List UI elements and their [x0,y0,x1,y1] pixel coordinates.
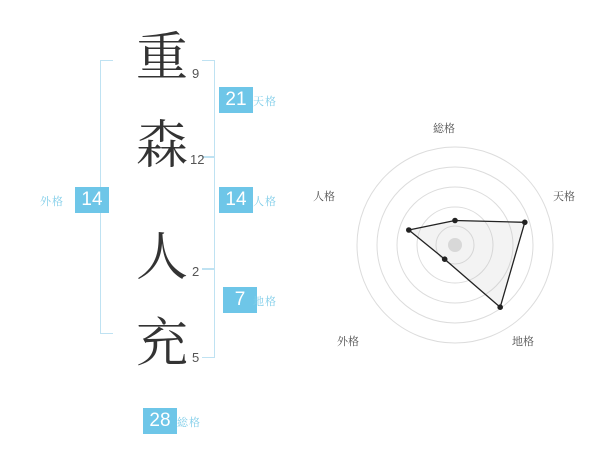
kanji-char-1: 重 [135,28,188,88]
radar-axis-label-tenkaku: 天格 [553,191,575,203]
score-label-jinkaku: 人格 [253,196,277,208]
kanji-char-2: 森 [135,116,188,176]
kanji-strokes-3: 2 [192,264,200,279]
score-label-soukaku: 総格 [177,417,201,429]
radar-axis-label-jinkaku: 人格 [313,191,335,203]
kanji-strokes-4: 5 [192,350,200,365]
score-badge-soukaku: 28 [143,408,177,434]
radar-chart-svg [300,0,600,470]
radar-axis-label-soukaku: 総格 [433,123,455,135]
kanji-char-4: 充 [135,314,188,374]
radar-axis-label-chikaku: 地格 [512,336,534,348]
score-badge-tenkaku: 21 [219,87,253,113]
score-label-tenkaku: 天格 [253,96,277,108]
tenkaku-bracket [202,60,215,158]
score-badge-chikaku: 7 [223,287,257,313]
radar-series-polygon [406,218,528,310]
score-label-gaikaku: 外格 [40,196,64,208]
score-label-chikaku: 地格 [253,296,277,308]
score-badge-jinkaku: 14 [219,187,253,213]
chikaku-bracket [202,268,215,358]
kanji-strokes-1: 9 [192,66,200,81]
kanji-strokes-2: 12 [190,152,205,167]
radar-chart-panel [300,0,600,470]
radar-axis-label-gaikaku: 外格 [337,336,359,348]
jinkaku-bracket [202,156,215,270]
kanji-char-3: 人 [135,228,188,288]
score-badge-gaikaku: 14 [75,187,109,213]
